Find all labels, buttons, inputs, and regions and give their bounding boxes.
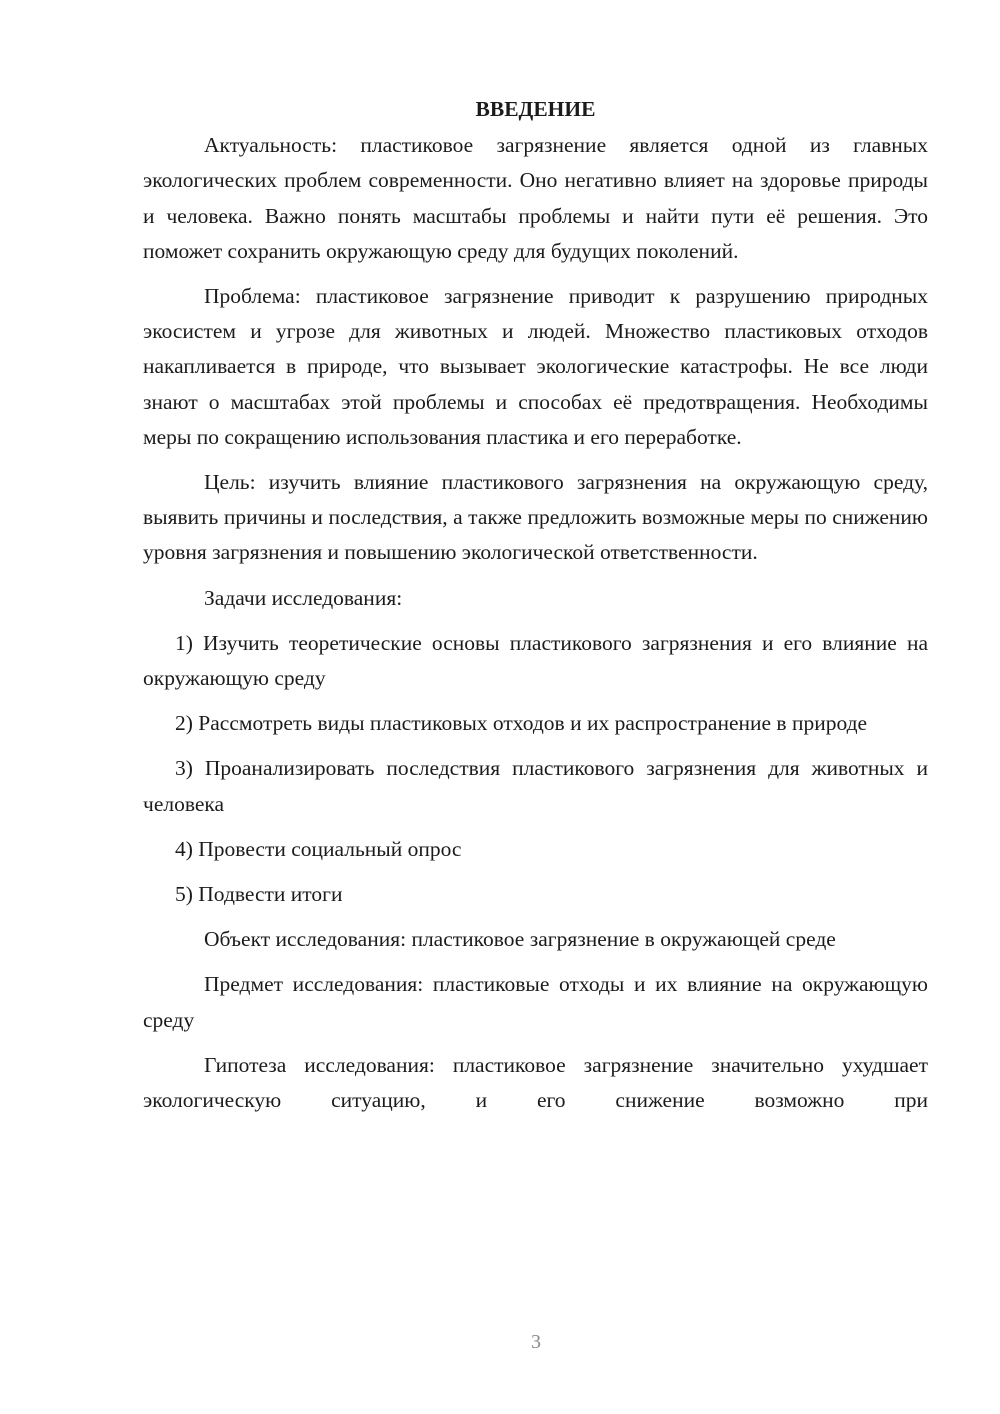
task-item-4: 4) Провести социальный опрос — [175, 836, 462, 861]
task-item-1: 1) Изучить теоретические основы пластикового загрязнения и его влияние на окружающую среду — [143, 630, 928, 691]
task-item-5: 5) Подвести итоги — [175, 882, 343, 907]
page-number: 3 — [531, 1331, 541, 1353]
problem-paragraph: Проблема: пластиковое загрязнение приводит к разрушению природных экосистем и угрозе для животных и людей. Множество пластиковых отходов накапливается в природе, что вызывает экологические катастрофы. Не все люди знают о масштабах этой проблемы и способах её предотвращения. Необходимы меры по сокращению использования пластика и его переработке. — [143, 284, 928, 449]
page-title: ВВЕДЕНИЕ — [475, 97, 596, 121]
object-paragraph: Объект исследования: пластиковое загрязнение в окружающей среде — [204, 927, 836, 952]
task-item-3: 3) Проанализировать последствия пластикового загрязнения для животных и человека — [143, 756, 928, 816]
hypothesis-paragraph: Гипотеза исследования: пластиковое загрязнение значительно ухудшает экологическую ситуацию, и его снижение возможно при — [143, 1052, 928, 1113]
tasks-heading: Задачи исследования: — [204, 585, 403, 610]
document-page — [143, 92, 928, 1128]
task-item-2: 2) Рассмотреть виды пластиковых отходов и их распространение в природе — [175, 711, 868, 736]
goal-paragraph: Цель: изучить влияние пластикового загрязнения на окружающую среду, выявить причины и последствия, а также предложить возможные меры по снижению уровня загрязнения и повышению экологической ответственности. — [143, 470, 928, 565]
relevance-paragraph: Актуальность: пластиковое загрязнение является одной из главных экологических проблем современности. Оно негативно влияет на здоровье природы и человека. Важно понять масштабы проблемы и найти пути её решения. Это поможет сохранить окружающую среду для будущих поколений. — [143, 133, 928, 263]
subject-paragraph: Предмет исследования: пластиковые отходы и их влияние на окружающую среду — [143, 972, 928, 1032]
